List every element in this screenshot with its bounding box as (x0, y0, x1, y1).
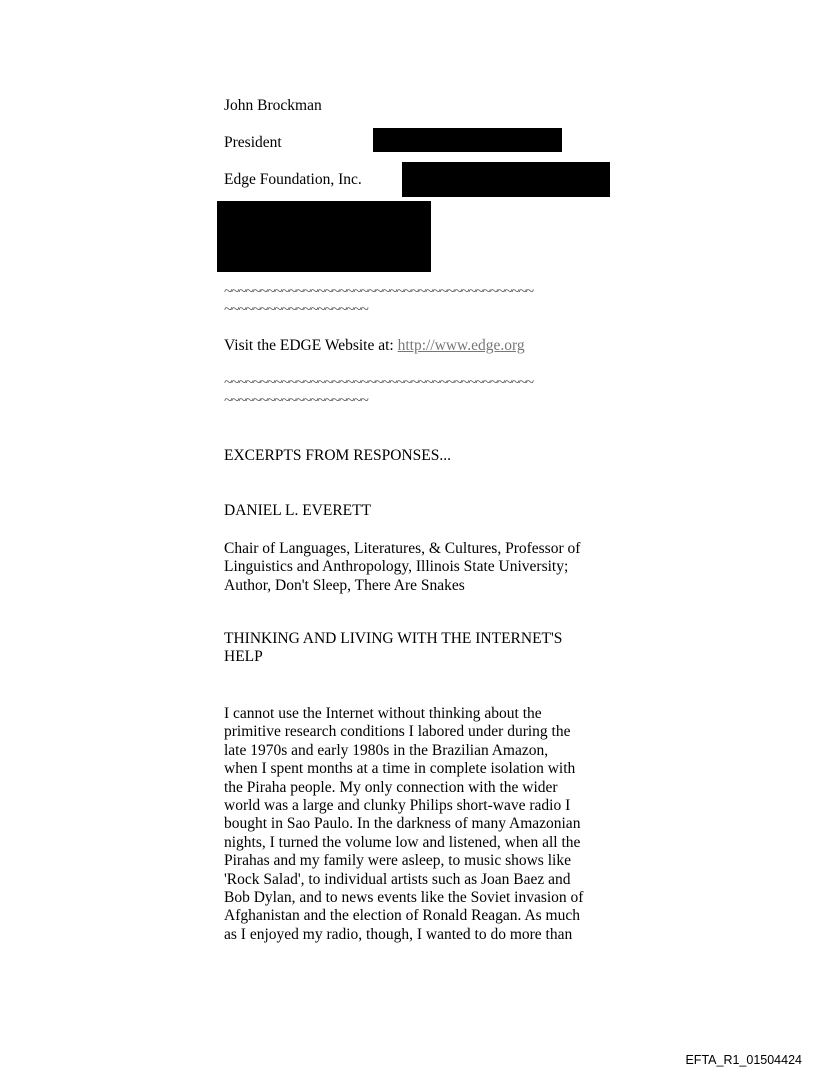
redaction-box (402, 162, 610, 197)
separator-line: ~~~~~~~~~~~~~~~~~~~~~~~~~~~~~~~~~~~~~~~~~~~ (224, 374, 533, 391)
author-affiliation: Chair of Languages, Literatures, & Cultures, Professor of Linguistics and Anthropology, Illinois State University; Author, Don't Sleep, There Are Snakes (224, 540, 581, 594)
document-id: EFTA_R1_01504424 (685, 1053, 802, 1067)
sender-title: President (224, 134, 282, 151)
separator-line: ~~~~~~~~~~~~~~~~~~~~ (224, 301, 368, 318)
redaction-box (217, 201, 431, 272)
essay-title: THINKING AND LIVING WITH THE INTERNET'S HELP (224, 630, 563, 666)
sender-name: John Brockman (224, 97, 322, 114)
section-heading: EXCERPTS FROM RESPONSES... (224, 447, 451, 464)
author-name: DANIEL L. EVERETT (224, 502, 372, 519)
separator-line: ~~~~~~~~~~~~~~~~~~~~ (224, 392, 368, 409)
website-prefix: Visit the EDGE Website at: (224, 337, 398, 354)
tilde-separator (224, 374, 533, 410)
separator-line: ~~~~~~~~~~~~~~~~~~~~~~~~~~~~~~~~~~~~~~~~~~~ (224, 283, 533, 300)
website-line (224, 337, 525, 355)
essay-body: I cannot use the Internet without thinking about the primitive research conditions I labored under during the late 1970s and early 1980s in the Brazilian Amazon, when I spent months at a time in complete isolation with the Piraha people. My only connection with the wider world was a large and clunky Philips short-wave radio I bought in Sao Paulo. In the darkness of many Amazonian nights, I turned the volume low and listened, when all the Pirahas and my family were asleep, to music shows like 'Rock Salad', to individual artists such as Joan Baez and Bob Dylan, and to news events like the Soviet invasion of Afghanistan and the election of Ronald Reagan. As much as I enjoyed my radio, though, I wanted to do more than (224, 705, 584, 943)
sender-organization: Edge Foundation, Inc. (224, 171, 362, 188)
tilde-separator (224, 283, 533, 319)
website-link[interactable]: http://www.edge.org (397, 337, 525, 354)
redaction-box (373, 128, 562, 152)
